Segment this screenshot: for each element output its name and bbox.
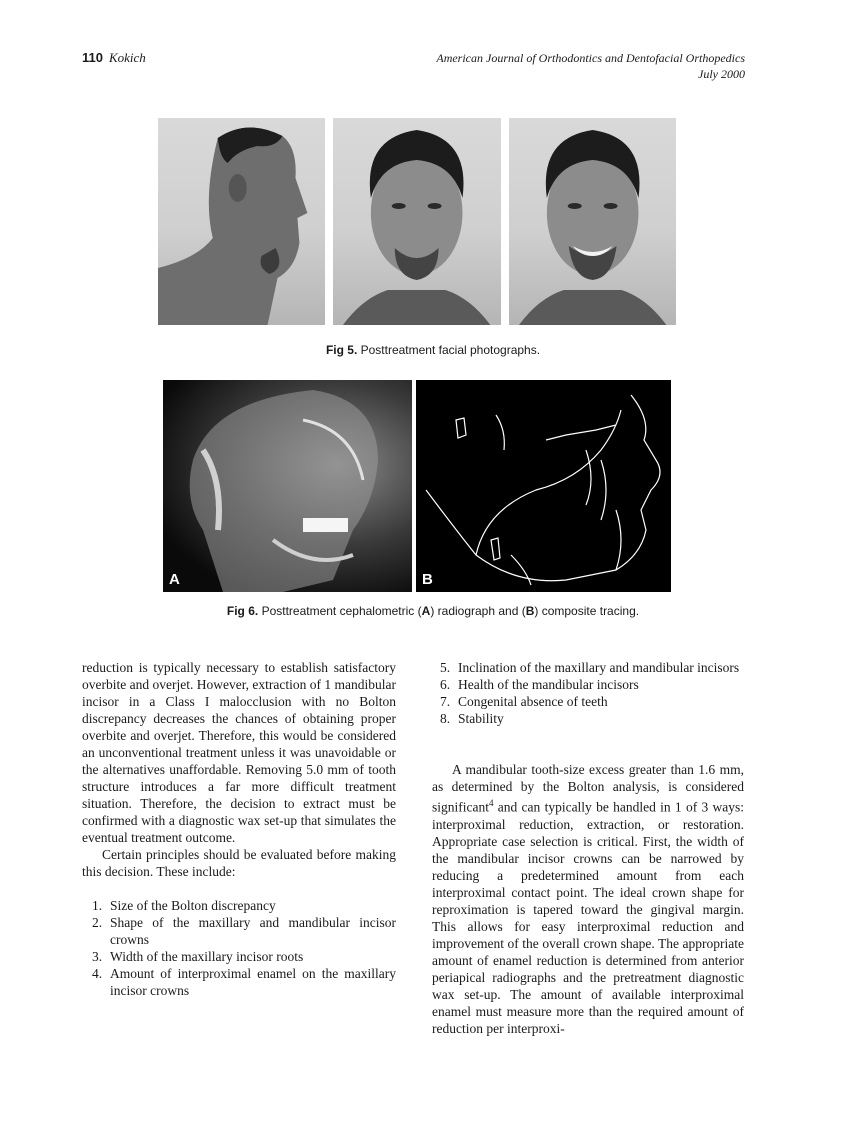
list-text: Congenital absence of teeth xyxy=(458,694,608,709)
page-number: 110 xyxy=(82,50,103,65)
list-number: 1. xyxy=(92,898,103,913)
right-paragraph-text: A mandibular tooth-size excess greater than 1.6 mm, as determined by the Bolton analysis, is considered significant xyxy=(432,762,744,815)
list-item xyxy=(432,710,744,727)
fig6-caption-text-2: ) radiograph and ( xyxy=(430,604,526,618)
panel-b-label: B xyxy=(422,571,433,588)
reference-superscript: 4 xyxy=(489,798,494,808)
list-number: 6. xyxy=(440,677,451,692)
fig6-label: Fig 6. xyxy=(226,604,259,618)
running-header-left xyxy=(82,50,146,66)
list-text: Shape of the maxillary and mandibular incisor crowns xyxy=(110,915,396,947)
tracing-image xyxy=(416,380,671,592)
list-text: Inclination of the maxillary and mandibular incisors xyxy=(458,660,740,675)
left-paragraph-2: Certain principles should be evaluated before making this decision. These include: xyxy=(82,847,396,879)
composite-tracing xyxy=(416,380,671,592)
principles-list-1 xyxy=(82,897,396,999)
list-number: 8. xyxy=(440,711,451,726)
frontal-photo xyxy=(333,118,500,325)
list-text: Health of the mandibular incisors xyxy=(458,677,639,692)
journal-name: American Journal of Orthodontics and Dentofacial Orthopedics xyxy=(436,51,745,65)
right-paragraph-text-2: and can typically be handled in 1 of 3 ways: interproximal reduction, extraction, or restoration. Appropriate case selection is critical. First, the width of the mandibular incisor crowns can be narrowed by reducing a predetermined amount from each interproximal contact point. The ideal crown shape for reproximation is tapered toward the gingival margin. This allows for easy interproximal reduction and improvement of the overall crown shape. The appropriate amount of enamel reduction is determined from anterior periapical radiographs and the pretreatment diagnostic wax set-up. The amount of available interproximal enamel must measure more than the required amount of reduction per interproxi- xyxy=(432,799,744,1036)
frontal-face-image xyxy=(333,118,500,325)
running-header-right xyxy=(436,50,745,82)
principles-list-2 xyxy=(432,659,744,727)
list-item xyxy=(82,965,396,999)
profile-photo xyxy=(158,118,325,325)
list-item xyxy=(82,948,396,965)
list-number: 3. xyxy=(92,949,103,964)
cephalometric-radiograph xyxy=(163,380,412,592)
list-item xyxy=(432,659,744,676)
cephalometric-figure xyxy=(163,380,671,592)
list-item xyxy=(432,693,744,710)
fig5-caption-text: Posttreatment facial photographs. xyxy=(357,343,541,357)
list-text: Stability xyxy=(458,711,504,726)
panel-a-label: A xyxy=(169,571,180,588)
right-paragraph-1 xyxy=(432,761,744,1037)
fig6-caption xyxy=(0,604,866,618)
list-item xyxy=(432,676,744,693)
fig5-label: Fig 5. xyxy=(325,343,358,357)
list-item xyxy=(82,914,396,948)
list-number: 5. xyxy=(440,660,451,675)
facial-photographs xyxy=(158,118,676,325)
list-text: Amount of interproximal enamel on the maxillary incisor crowns xyxy=(110,966,396,998)
fig6-caption-text-3: ) composite tracing. xyxy=(534,604,640,618)
fig6-caption-text: Posttreatment cephalometric ( xyxy=(258,604,422,618)
left-paragraph-1: reduction is typically necessary to establish satisfactory overbite and overjet. However, extraction of 1 mandibular incisor in a Class I malocclusion with no Bolton discrepancy decreases the chances of obtaining proper overbite and overjet. Therefore, this would be considered an unconventional treatment unless it was unavoidable or the alternatives unaffordable. Removing 5.0 mm of tooth structure introduces a far more difficult treatment situation. Therefore, the decision to extract must be confirmed with a diagnostic wax set-up that simulates the eventual treatment outcome. xyxy=(82,660,396,845)
right-text-column xyxy=(432,659,744,1037)
fig5-caption xyxy=(0,343,866,357)
list-number: 2. xyxy=(92,915,103,930)
profile-face-image xyxy=(158,118,325,325)
radiograph-image xyxy=(163,380,412,592)
issue-date: July 2000 xyxy=(698,67,745,81)
smiling-photo xyxy=(509,118,676,325)
list-number: 4. xyxy=(92,966,103,981)
list-item xyxy=(82,897,396,914)
list-text: Size of the Bolton discrepancy xyxy=(110,898,276,913)
list-text: Width of the maxillary incisor roots xyxy=(110,949,304,964)
smiling-face-image xyxy=(509,118,676,325)
fig6-caption-a: A xyxy=(421,604,431,618)
author-name: Kokich xyxy=(108,50,146,65)
left-text-column xyxy=(82,659,396,999)
list-number: 7. xyxy=(440,694,451,709)
fig6-caption-b: B xyxy=(525,604,535,618)
